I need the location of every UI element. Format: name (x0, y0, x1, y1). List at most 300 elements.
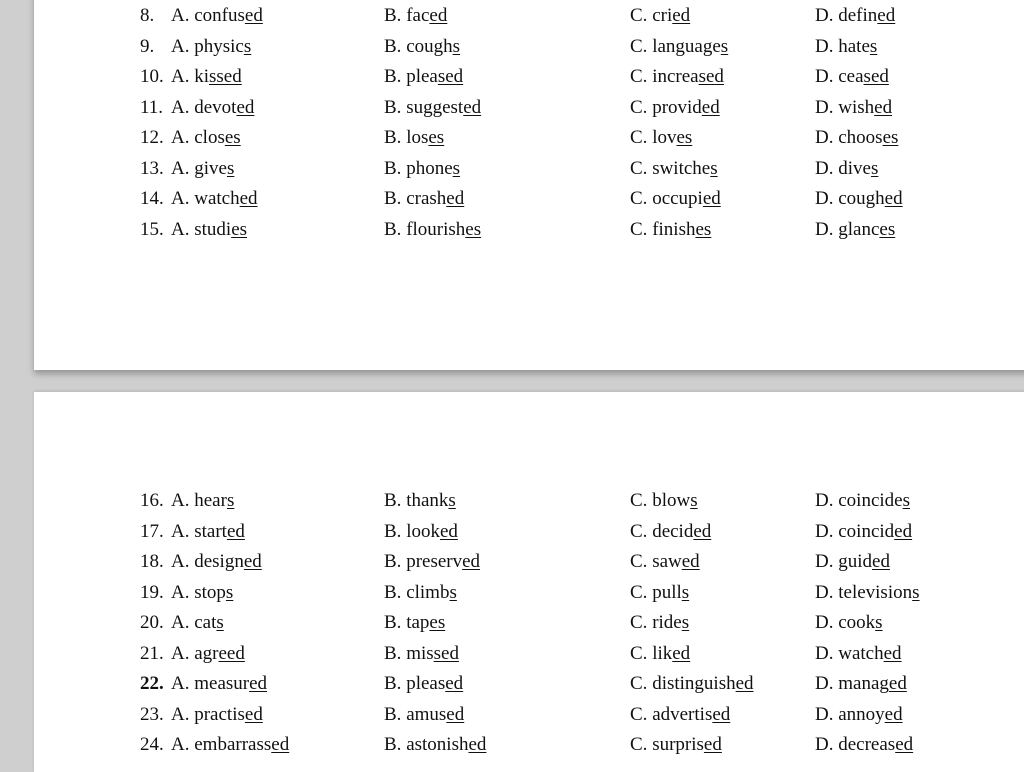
option-d (815, 612, 883, 634)
option-word-stem: clos (194, 127, 225, 148)
option-letter: B. (384, 673, 402, 694)
option-underlined-ending: ed (681, 551, 700, 572)
option-word-stem: preserv (406, 551, 463, 572)
option-letter: D. (815, 673, 834, 694)
option-letter: B. (384, 551, 402, 572)
option-letter: D. (815, 703, 834, 725)
option-a (171, 5, 263, 27)
question-number: 17. (140, 520, 164, 542)
option-word-stem: switche (652, 157, 711, 179)
option-word-stem: measur (194, 673, 250, 694)
option-word-stem: embarrass (194, 734, 272, 755)
question-number: 12. (140, 127, 164, 148)
option-word-stem: surpris (652, 734, 704, 755)
option-word-stem: phone (406, 157, 453, 179)
option-b (384, 188, 464, 210)
question-number: 14. (140, 188, 164, 209)
option-a (171, 490, 234, 512)
option-underlined-ending: eed (218, 642, 245, 664)
option-underlined-ending: ed (888, 673, 907, 694)
option-underlined-ending: s (216, 612, 224, 633)
option-word-stem: ride (652, 612, 682, 633)
option-c (630, 521, 711, 543)
option-word-stem: watch (838, 642, 884, 664)
option-word-stem: provid (652, 96, 702, 118)
option-underlined-ending: ed (236, 96, 255, 118)
option-underlined-ending: s (690, 490, 698, 511)
option-word-stem: guid (838, 551, 873, 572)
option-a (171, 188, 258, 210)
option-underlined-ending: ed (672, 642, 691, 664)
option-d (815, 521, 912, 543)
option-letter: D. (815, 490, 834, 511)
option-a (171, 704, 263, 726)
question-number: 11. (140, 96, 164, 118)
option-underlined-ending: ed (693, 520, 712, 542)
option-letter: C. (630, 642, 648, 664)
option-underlined-ending: s (710, 157, 718, 179)
option-letter: C. (630, 734, 648, 755)
question-row (34, 643, 1024, 674)
option-letter: B. (384, 218, 402, 240)
option-word-stem: confus (194, 5, 245, 26)
option-word-stem: practis (194, 703, 245, 725)
option-word-stem: lik (652, 642, 673, 664)
option-word-stem: thank (406, 490, 449, 511)
option-letter: C. (630, 96, 648, 118)
question-number: 20. (140, 612, 164, 633)
option-underlined-ending: ssed (209, 66, 242, 87)
option-letter: A. (171, 734, 190, 755)
option-word-stem: astonish (406, 734, 469, 755)
document-page-bottom (34, 392, 1024, 772)
option-word-stem: finish (652, 218, 696, 240)
option-underlined-ending: es (695, 218, 712, 240)
option-word-stem: blow (652, 490, 691, 511)
option-d (815, 673, 907, 695)
question-number: 8. (140, 5, 155, 26)
question-number: 9. (140, 35, 155, 57)
option-letter: B. (384, 520, 402, 542)
option-word-stem: agr (194, 642, 219, 664)
option-letter: D. (815, 734, 834, 755)
option-letter: B. (384, 703, 402, 725)
option-word-stem: cook (838, 612, 876, 633)
option-word-stem: coincid (838, 520, 895, 542)
option-underlined-ending: ed (872, 551, 890, 572)
option-word-stem: cough (406, 35, 453, 57)
option-underlined-ending: ed (446, 188, 465, 209)
option-d (815, 551, 890, 573)
option-word-stem: pleas (406, 673, 446, 694)
option-letter: C. (630, 218, 648, 240)
question-row (34, 521, 1024, 552)
option-letter: C. (630, 551, 648, 572)
option-word-stem: television (838, 581, 913, 603)
option-letter: B. (384, 127, 402, 148)
option-letter: C. (630, 673, 648, 694)
option-letter: B. (384, 188, 402, 209)
option-c (630, 704, 730, 726)
option-a (171, 97, 254, 119)
option-letter: A. (171, 127, 190, 148)
question-number: 22. (140, 673, 164, 694)
option-a (171, 612, 224, 634)
question-row (34, 734, 1024, 765)
option-letter: A. (171, 35, 190, 57)
option-word-stem: cat (194, 612, 217, 633)
option-word-stem: hate (838, 35, 870, 57)
option-word-stem: hear (194, 490, 227, 511)
option-word-stem: annoy (838, 703, 885, 725)
option-underlined-ending: ed (884, 188, 903, 209)
option-word-stem: decreas (838, 734, 896, 755)
option-word-stem: defin (838, 5, 878, 26)
option-d (815, 97, 892, 119)
option-word-stem: plea (406, 66, 438, 87)
option-word-stem: fac (406, 5, 430, 26)
option-c (630, 5, 690, 27)
option-a (171, 127, 241, 149)
option-letter: C. (630, 66, 648, 87)
option-c (630, 97, 720, 119)
option-letter: A. (171, 490, 190, 511)
question-row (34, 127, 1024, 158)
option-letter: D. (815, 551, 834, 572)
option-letter: C. (630, 581, 648, 603)
option-letter: B. (384, 734, 402, 755)
question-row (34, 5, 1024, 36)
option-b (384, 127, 444, 149)
option-underlined-ending: sed (433, 642, 459, 664)
option-underlined-ending: ed (874, 96, 893, 118)
option-word-stem: flourish (406, 218, 466, 240)
option-word-stem: crash (406, 188, 447, 209)
option-d (815, 36, 877, 58)
option-c (630, 582, 689, 604)
option-c (630, 612, 689, 634)
option-letter: B. (384, 35, 402, 57)
option-word-stem: los (406, 127, 429, 148)
option-underlined-ending: s (912, 581, 920, 603)
option-d (815, 734, 913, 756)
option-letter: D. (815, 188, 834, 209)
question-number: 19. (140, 581, 164, 603)
option-word-stem: saw (652, 551, 682, 572)
question-number: 23. (140, 703, 164, 725)
option-underlined-ending: ed (883, 642, 902, 664)
option-word-stem: wish (838, 96, 875, 118)
option-word-stem: coincide (838, 490, 903, 511)
option-b (384, 97, 481, 119)
option-word-stem: cough (838, 188, 885, 209)
option-underlined-ending: ed (249, 673, 268, 694)
option-d (815, 490, 910, 512)
option-letter: A. (171, 520, 190, 542)
option-underlined-ending: ed (702, 188, 721, 209)
option-word-stem: lov (652, 127, 677, 148)
option-letter: A. (171, 581, 190, 603)
option-b (384, 158, 460, 180)
option-letter: D. (815, 642, 834, 664)
option-d (815, 188, 903, 210)
option-b (384, 643, 459, 665)
option-a (171, 734, 289, 756)
option-letter: D. (815, 35, 834, 57)
option-letter: C. (630, 127, 648, 148)
option-letter: D. (815, 520, 834, 542)
option-letter: D. (815, 581, 834, 603)
option-letter: C. (630, 490, 648, 511)
question-row (34, 704, 1024, 735)
document-page-top (34, 0, 1024, 370)
option-letter: C. (630, 157, 648, 179)
option-underlined-ending: es (465, 218, 482, 240)
option-a (171, 219, 247, 241)
option-word-stem: manag (838, 673, 889, 694)
option-underlined-ending: s (243, 35, 252, 57)
option-word-stem: increa (652, 66, 699, 87)
question-row (34, 551, 1024, 582)
option-underlined-ending: ed (429, 5, 448, 26)
option-word-stem: cea (838, 66, 864, 87)
option-letter: A. (171, 96, 190, 118)
question-row (34, 673, 1024, 704)
option-underlined-ending: s (681, 612, 690, 633)
option-c (630, 36, 728, 58)
option-underlined-ending: ed (226, 520, 245, 542)
option-a (171, 582, 233, 604)
option-word-stem: choos (838, 127, 883, 148)
option-underlined-ending: es (676, 127, 693, 148)
option-c (630, 66, 724, 88)
option-b (384, 219, 481, 241)
option-d (815, 704, 903, 726)
option-underlined-ending: ed (239, 188, 258, 209)
question-row (34, 219, 1024, 250)
option-b (384, 673, 463, 695)
option-letter: A. (171, 218, 190, 240)
option-underlined-ending: ed (462, 551, 481, 572)
option-letter: A. (171, 673, 190, 694)
option-c (630, 188, 721, 210)
option-underlined-ending: ed (244, 5, 263, 26)
option-c (630, 127, 692, 149)
option-underlined-ending: ed (468, 734, 487, 755)
option-underlined-ending: ed (735, 673, 754, 694)
option-word-stem: occupi (652, 188, 703, 209)
option-word-stem: dive (838, 157, 871, 179)
option-word-stem: physic (194, 35, 244, 57)
option-letter: A. (171, 551, 190, 572)
option-word-stem: glanc (838, 218, 880, 240)
option-underlined-ending: s (226, 490, 235, 511)
option-b (384, 36, 460, 58)
option-a (171, 673, 267, 695)
option-underlined-ending: sed (863, 66, 889, 87)
option-d (815, 5, 895, 27)
option-letter: B. (384, 66, 402, 87)
option-letter: A. (171, 157, 190, 179)
option-word-stem: distinguish (652, 673, 736, 694)
option-a (171, 158, 234, 180)
option-underlined-ending: s (226, 157, 235, 179)
option-letter: A. (171, 188, 190, 209)
option-d (815, 158, 878, 180)
option-c (630, 219, 711, 241)
option-underlined-ending: ed (446, 703, 465, 725)
option-underlined-ending: ed (884, 703, 903, 725)
option-b (384, 734, 486, 756)
option-underlined-ending: s (448, 490, 456, 511)
option-underlined-ending: s (681, 581, 690, 603)
option-b (384, 490, 456, 512)
option-b (384, 704, 464, 726)
option-underlined-ending: ed (703, 734, 722, 755)
option-d (815, 643, 902, 665)
option-underlined-ending: ed (712, 703, 731, 725)
option-underlined-ending: s (720, 35, 729, 57)
question-row (34, 582, 1024, 613)
option-a (171, 36, 251, 58)
option-underlined-ending: s (449, 581, 457, 603)
option-c (630, 158, 718, 180)
option-c (630, 673, 754, 695)
option-letter: C. (630, 612, 648, 633)
option-letter: B. (384, 490, 402, 511)
option-underlined-ending: s (870, 157, 879, 179)
option-letter: C. (630, 188, 648, 209)
option-letter: C. (630, 35, 648, 57)
option-underlined-ending: ed (895, 734, 914, 755)
question-number: 21. (140, 642, 164, 664)
option-underlined-ending: s (225, 581, 234, 603)
option-d (815, 219, 895, 241)
option-letter: D. (815, 612, 834, 633)
option-underlined-ending: ed (439, 520, 458, 542)
option-word-stem: stop (194, 581, 226, 603)
option-word-stem: look (406, 520, 440, 542)
option-underlined-ending: sed (698, 66, 724, 87)
question-number: 18. (140, 551, 164, 572)
option-underlined-ending: s (452, 157, 461, 179)
option-b (384, 521, 458, 543)
question-row (34, 188, 1024, 219)
option-letter: A. (171, 66, 190, 87)
option-letter: B. (384, 612, 402, 633)
option-letter: C. (630, 5, 648, 26)
option-a (171, 521, 245, 543)
option-letter: D. (815, 96, 834, 118)
option-underlined-ending: ed (271, 734, 290, 755)
option-underlined-ending: s (452, 35, 461, 57)
option-underlined-ending: s (875, 612, 883, 633)
option-letter: D. (815, 66, 834, 87)
option-c (630, 551, 700, 573)
option-letter: D. (815, 5, 834, 26)
option-underlined-ending: ed (672, 5, 691, 26)
option-underlined-ending: ed (701, 96, 720, 118)
option-word-stem: give (194, 157, 227, 179)
option-word-stem: advertis (652, 703, 713, 725)
question-row (34, 36, 1024, 67)
option-word-stem: devot (194, 96, 237, 118)
option-letter: D. (815, 157, 834, 179)
option-letter: A. (171, 612, 190, 633)
option-b (384, 612, 445, 634)
option-word-stem: start (194, 520, 227, 542)
option-word-stem: ki (194, 66, 210, 87)
option-word-stem: climb (406, 581, 450, 603)
option-underlined-ending: ed (445, 673, 464, 694)
option-underlined-ending: es (882, 127, 899, 148)
option-word-stem: amus (406, 703, 447, 725)
option-word-stem: mis (406, 642, 434, 664)
option-underlined-ending: sed (437, 66, 464, 87)
option-letter: A. (171, 642, 190, 664)
option-underlined-ending: ed (243, 551, 262, 572)
option-underlined-ending: es (428, 127, 445, 148)
option-c (630, 490, 698, 512)
option-word-stem: tap (406, 612, 430, 633)
option-underlined-ending: ed (463, 96, 482, 118)
option-letter: B. (384, 581, 402, 603)
option-underlined-ending: es (429, 612, 446, 633)
option-b (384, 551, 480, 573)
option-underlined-ending: ed (244, 703, 263, 725)
question-number: 15. (140, 218, 164, 240)
question-row (34, 158, 1024, 189)
option-underlined-ending: ed (894, 520, 913, 542)
question-number: 24. (140, 734, 164, 755)
option-letter: C. (630, 703, 648, 725)
option-b (384, 582, 457, 604)
question-list-bottom (34, 490, 1024, 765)
option-letter: B. (384, 96, 402, 118)
option-underlined-ending: ed (877, 5, 896, 26)
option-b (384, 66, 463, 88)
question-row (34, 612, 1024, 643)
option-b (384, 5, 447, 27)
option-word-stem: language (652, 35, 721, 57)
option-word-stem: suggest (406, 96, 464, 118)
option-word-stem: design (194, 551, 244, 572)
question-number: 16. (140, 490, 164, 511)
question-number: 10. (140, 66, 164, 87)
option-word-stem: pull (652, 581, 682, 603)
option-letter: D. (815, 127, 834, 148)
option-d (815, 582, 920, 604)
option-c (630, 643, 690, 665)
option-word-stem: cri (652, 5, 673, 26)
question-list-top (34, 5, 1024, 249)
option-underlined-ending: s (869, 35, 878, 57)
option-d (815, 127, 898, 149)
question-number: 13. (140, 157, 164, 179)
option-letter: B. (384, 157, 402, 179)
option-word-stem: watch (194, 188, 240, 209)
option-underlined-ending: s (902, 490, 910, 511)
question-row (34, 490, 1024, 521)
question-row (34, 97, 1024, 128)
question-row (34, 66, 1024, 97)
option-letter: A. (171, 5, 190, 26)
option-a (171, 551, 262, 573)
option-underlined-ending: es (879, 218, 896, 240)
option-d (815, 66, 889, 88)
option-letter: D. (815, 218, 834, 240)
option-a (171, 66, 242, 88)
